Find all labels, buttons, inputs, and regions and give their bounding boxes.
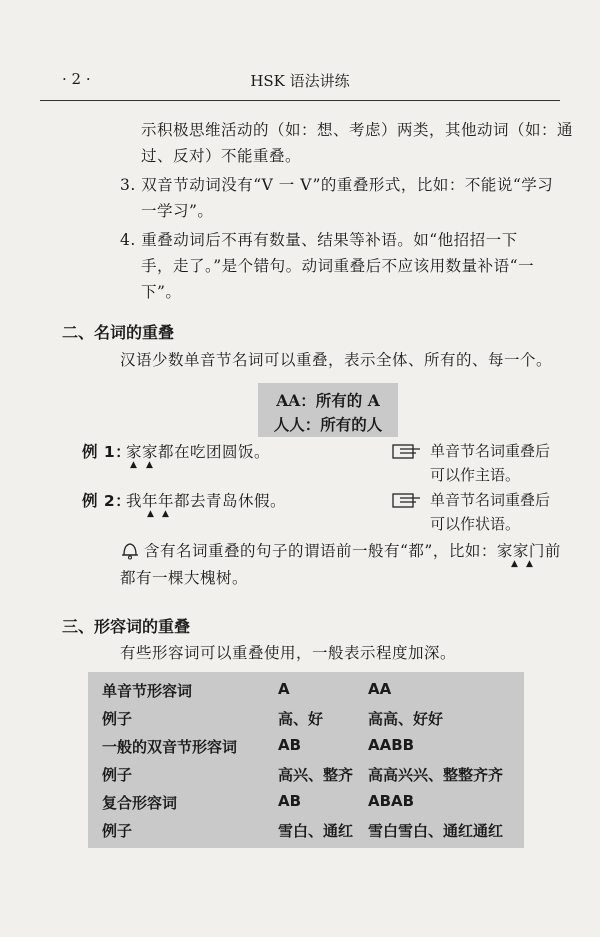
table-cell: 高高兴兴、整整齐齐 [368, 766, 504, 784]
adjective-intro: 有些形容词可以重叠使用，一般表示程度加深。 [120, 644, 457, 662]
bell-icon [120, 540, 140, 560]
verb-line-2: 过、反对）不能重叠。 [141, 147, 302, 165]
noun-section-heading: 二、名词的重叠 [62, 323, 175, 342]
table-cell: ABAB [368, 792, 415, 810]
table-cell: AABB [368, 736, 415, 754]
table-cell: 复合形容词 [102, 794, 178, 812]
table-cell: 雪白、通红 [278, 822, 354, 840]
table-row [88, 680, 524, 708]
example-2-note-line-2: 可以作状语。 [430, 515, 521, 533]
adjective-section-heading: 三、形容词的重叠 [62, 617, 191, 636]
table-cell: A [278, 680, 290, 698]
emphasis-dot: ▲ [162, 509, 169, 519]
adjective-pattern-table [88, 672, 524, 848]
table-cell: 例子 [102, 766, 133, 784]
verb-line-1: 示积极思维活动的（如：想、考虑）两类，其他动词（如：通 [141, 121, 574, 139]
table-row [88, 708, 524, 736]
table-cell: 一般的双音节形容词 [102, 738, 238, 756]
verb-item-4-line-1: 4. 重叠动词后不再有数量、结果等补语。如“他招招一下 [120, 231, 518, 249]
noun-pattern-box [258, 383, 398, 437]
table-cell: 高兴、整齐 [278, 766, 354, 784]
table-cell: 例子 [102, 710, 133, 728]
header-rule [40, 100, 560, 101]
table-cell: AA [368, 680, 392, 698]
verb-item-3-line-2: 一学习”。 [141, 202, 214, 220]
verb-item-4-line-3: 下”。 [141, 283, 182, 301]
pointing-hand-note-icon [392, 443, 422, 461]
table-cell: 雪白雪白、通红通红 [368, 822, 504, 840]
emphasis-dot: ▲ [147, 509, 154, 519]
emphasis-dot: ▲ [146, 460, 153, 470]
table-cell: 单音节形容词 [102, 682, 193, 700]
tip-line-2: 都有一棵大槐树。 [120, 569, 249, 587]
table-row [88, 820, 524, 848]
example-2-text: 我年年都去青岛休假。 [126, 492, 287, 510]
emphasis-dot: ▲ [511, 559, 518, 569]
example-2-note-line-1: 单音节名词重叠后 [430, 491, 551, 509]
emphasis-dot: ▲ [130, 460, 137, 470]
example-1-text: 家家都在吃团圆饭。 [126, 443, 271, 461]
example-1-note-line-2: 可以作主语。 [430, 466, 521, 484]
table-cell: 高高、好好 [368, 710, 444, 728]
example-1-note-line-1: 单音节名词重叠后 [430, 442, 551, 460]
table-row [88, 736, 524, 764]
table-row [88, 764, 524, 792]
noun-intro: 汉语少数单音节名词可以重叠，表示全体、所有的、每一个。 [120, 351, 553, 369]
verb-item-4-line-2: 手，走了。”是个错句。动词重叠后不应该用数量补语“一 [141, 257, 535, 275]
table-cell: 例子 [102, 822, 133, 840]
table-row [88, 792, 524, 820]
table-cell: AB [278, 736, 302, 754]
noun-pattern-line-2: 人人：所有的人 [273, 415, 383, 434]
example-1-label: 例 1： [82, 443, 132, 461]
verb-item-3-line-1: 3. 双音节动词没有“V 一 V”的重叠形式，比如：不能说“学习 [120, 176, 554, 194]
table-cell: 高、好 [278, 710, 324, 728]
page-header [40, 70, 560, 98]
table-cell: AB [278, 792, 302, 810]
emphasis-dot: ▲ [526, 559, 533, 569]
example-2-label: 例 2： [82, 492, 132, 510]
pointing-hand-note-icon [392, 492, 422, 510]
noun-pattern-line-1: AA：所有的 A [276, 391, 380, 410]
page-number: · 2 · [62, 70, 91, 88]
tip-line-1: 含有名词重叠的句子的谓语前一般有“都”，比如：家家门前 [144, 542, 561, 560]
page-title: HSK 语法讲练 [250, 72, 350, 90]
